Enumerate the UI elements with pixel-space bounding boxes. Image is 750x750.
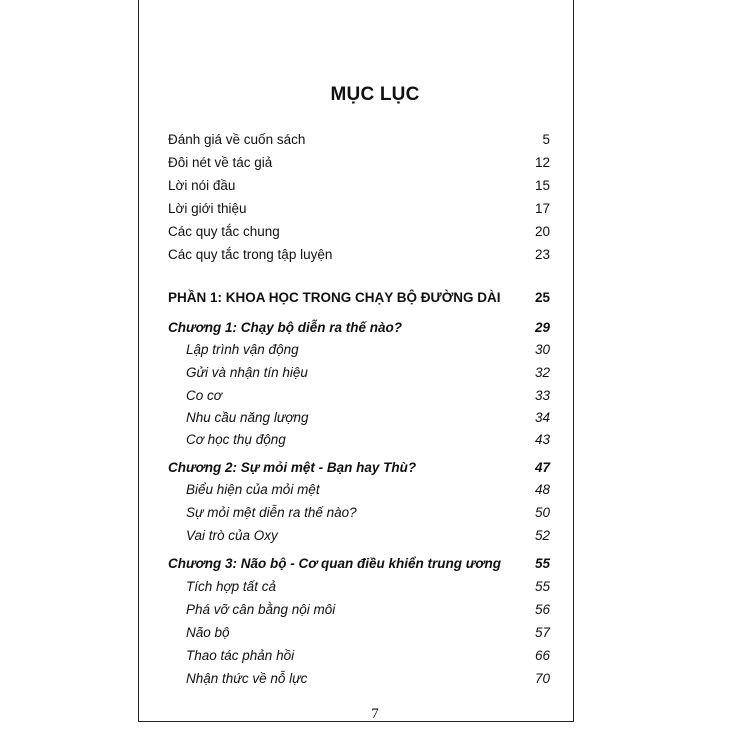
toc-entry — [186, 339, 550, 361]
toc-entry-title: Các quy tắc chung — [168, 224, 280, 239]
toc-entry-title: Chương 3: Não bộ - Cơ quan điều khiển trung ương — [168, 556, 501, 571]
toc-entry — [186, 576, 550, 598]
toc-entry-page: 30 — [534, 342, 550, 357]
toc-entry-page: 50 — [534, 505, 550, 520]
toc-entry-page: 25 — [534, 290, 550, 305]
toc-entry-title: Nhận thức về nỗ lực — [186, 671, 308, 686]
toc-entry-title: Biểu hiện của mỏi mệt — [186, 482, 320, 497]
toc-entry — [186, 668, 550, 690]
toc-entry — [168, 553, 550, 575]
toc-entry-page: 34 — [534, 410, 550, 425]
toc-entry-title: Chương 1: Chạy bộ diễn ra thế nào? — [168, 320, 402, 335]
page-title: MỤC LỤC — [330, 84, 420, 105]
toc-entry — [168, 317, 550, 339]
toc-entry-title: Chương 2: Sự mỏi mệt - Bạn hay Thù? — [168, 460, 417, 475]
toc-entry — [186, 385, 550, 407]
toc-entry — [168, 175, 550, 197]
toc-entry-title: Lập trình vận động — [186, 342, 299, 357]
toc-entry-page: 12 — [534, 155, 550, 170]
toc-entry-page: 47 — [534, 460, 550, 475]
toc-entry-title: Đôi nét về tác giả — [168, 155, 273, 170]
toc-entry — [168, 129, 550, 151]
toc-entry — [168, 244, 550, 266]
toc-entry — [168, 198, 550, 220]
toc-entry — [186, 622, 550, 644]
toc-entry-page: 29 — [534, 320, 550, 335]
toc-entry-title: Cơ học thụ động — [186, 432, 286, 447]
toc-entry-page: 52 — [534, 528, 550, 543]
page-number: 7 — [371, 706, 379, 722]
toc-entry-page: 55 — [534, 556, 550, 571]
toc-entry-title: Sự mỏi mệt diễn ra thế nào? — [186, 505, 357, 520]
toc-entry — [186, 599, 550, 621]
toc-entry-title: Các quy tắc trong tập luyện — [168, 247, 333, 262]
toc-entry-title: Lời nói đầu — [168, 178, 236, 193]
toc-entry-page: 70 — [534, 671, 550, 686]
toc-entry — [168, 221, 550, 243]
toc-entry-page: 66 — [534, 648, 550, 663]
toc-entry-title: Phá vỡ cân bằng nội môi — [186, 602, 336, 617]
toc-entry-page: 32 — [534, 365, 550, 380]
toc-entry-page: 33 — [534, 388, 550, 403]
toc-entry — [186, 407, 550, 429]
toc-entry-page: 17 — [534, 201, 550, 216]
toc-entry — [186, 429, 550, 451]
toc-entry-title: Gửi và nhận tín hiệu — [186, 365, 308, 380]
toc-entry-page: 56 — [534, 602, 550, 617]
toc-entry-page: 48 — [534, 482, 550, 497]
toc-entry-page: 57 — [534, 625, 550, 640]
toc-entry — [186, 645, 550, 667]
toc-entry-title: Lời giới thiệu — [168, 201, 247, 216]
toc-entry — [168, 152, 550, 174]
toc-entry-page: 20 — [534, 224, 550, 239]
toc-entry-title: Đánh giá về cuốn sách — [168, 132, 306, 147]
toc-entry-page: 5 — [542, 132, 550, 147]
toc-entry-title: Co cơ — [186, 388, 222, 403]
toc-entry — [168, 287, 550, 309]
toc-entry — [186, 362, 550, 384]
toc-entry-title: Thao tác phản hồi — [186, 648, 295, 663]
toc-entry — [168, 457, 550, 479]
toc-entry-title: Vai trò của Oxy — [186, 528, 278, 543]
toc-entry-page: 15 — [534, 178, 550, 193]
toc-entry-title: PHẦN 1: KHOA HỌC TRONG CHẠY BỘ ĐƯỜNG DÀI — [168, 290, 501, 305]
toc-entry-title: Não bộ — [186, 625, 230, 640]
toc-entry-page: 55 — [534, 579, 550, 594]
toc-entry-title: Tích hợp tất cả — [186, 579, 276, 594]
toc-entry — [186, 479, 550, 501]
toc-entry-page: 23 — [534, 247, 550, 262]
toc-entry — [186, 502, 550, 524]
toc-entry-page: 43 — [534, 432, 550, 447]
toc-entry-title: Nhu cầu năng lượng — [186, 410, 309, 425]
toc-entry — [186, 525, 550, 547]
